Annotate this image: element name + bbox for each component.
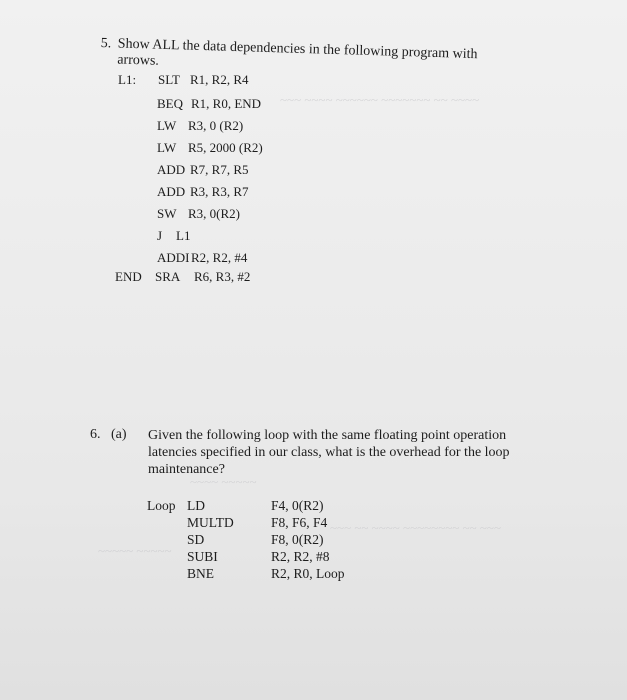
- program-opcode: SLT: [158, 72, 180, 87]
- program-operands: R6, R3, #2: [194, 269, 251, 284]
- show-through-mark: ~~~ ~~~~ ~~~~~~ ~~~~~~~ ~~ ~~~~: [280, 92, 480, 107]
- program-label: L1:: [118, 72, 137, 87]
- program-opcode: J: [157, 228, 163, 243]
- loop-line: [147, 515, 407, 533]
- loop-opcode: MULTD: [187, 515, 234, 530]
- program-operands: R1, R2, R4: [190, 72, 249, 87]
- program-opcode: BEQ: [157, 96, 183, 111]
- program-opcode: LW: [157, 118, 177, 133]
- loop-line: [147, 549, 407, 567]
- loop-label: Loop: [147, 498, 176, 513]
- loop-operands: F8, F6, F4: [271, 515, 328, 530]
- loop-opcode: SD: [187, 532, 205, 547]
- question-6-text: Given the following loop with the same floating point operation latencies specified in our class, what is the overhead for the loop maintenance?: [148, 428, 510, 477]
- program-operands: R7, R7, R5: [190, 162, 249, 177]
- question-6-part: (a): [111, 427, 127, 442]
- loop-line: [147, 532, 407, 550]
- question-6-number: 6.: [90, 427, 101, 442]
- program-opcode: SRA: [155, 269, 181, 284]
- loop-opcode: LD: [187, 498, 205, 513]
- show-through-mark: ~~~ ~~ ~~~~ ~~~~~~~~ ~~ ~~~: [330, 520, 501, 535]
- program-operands: R3, R3, R7: [190, 184, 249, 199]
- loop-line: [147, 566, 407, 584]
- loop-operands: F4, 0(R2): [271, 498, 324, 513]
- loop-operands: R2, R2, #8: [271, 549, 330, 564]
- loop-opcode: SUBI: [187, 549, 218, 564]
- program-opcode: ADDI: [157, 250, 190, 265]
- question-5-text: Show ALL the data dependencies in the following program with arrows.: [117, 36, 478, 69]
- program-opcode: SW: [157, 206, 177, 221]
- program-opcode: LW: [157, 140, 177, 155]
- question-5-number: 5.: [100, 36, 112, 52]
- loop-opcode: BNE: [187, 566, 214, 581]
- program-label: END: [115, 269, 142, 284]
- program-opcode: ADD: [157, 162, 186, 177]
- loop-operands: F8, 0(R2): [271, 532, 324, 547]
- show-through-mark: ~~~~ ~~~~~: [190, 474, 257, 489]
- program-operands: L1: [176, 228, 191, 243]
- show-through-mark: ~~~~~ ~~~~~: [98, 543, 172, 558]
- program-operands: R3, 0 (R2): [188, 118, 244, 133]
- loop-line: [147, 498, 407, 516]
- program-operands: R5, 2000 (R2): [188, 140, 263, 155]
- program-operands: R2, R2, #4: [191, 250, 248, 265]
- loop-operands: R2, R0, Loop: [271, 566, 345, 581]
- program-opcode: ADD: [157, 184, 186, 199]
- program-operands: R1, R0, END: [191, 96, 262, 111]
- program-operands: R3, 0(R2): [188, 206, 240, 221]
